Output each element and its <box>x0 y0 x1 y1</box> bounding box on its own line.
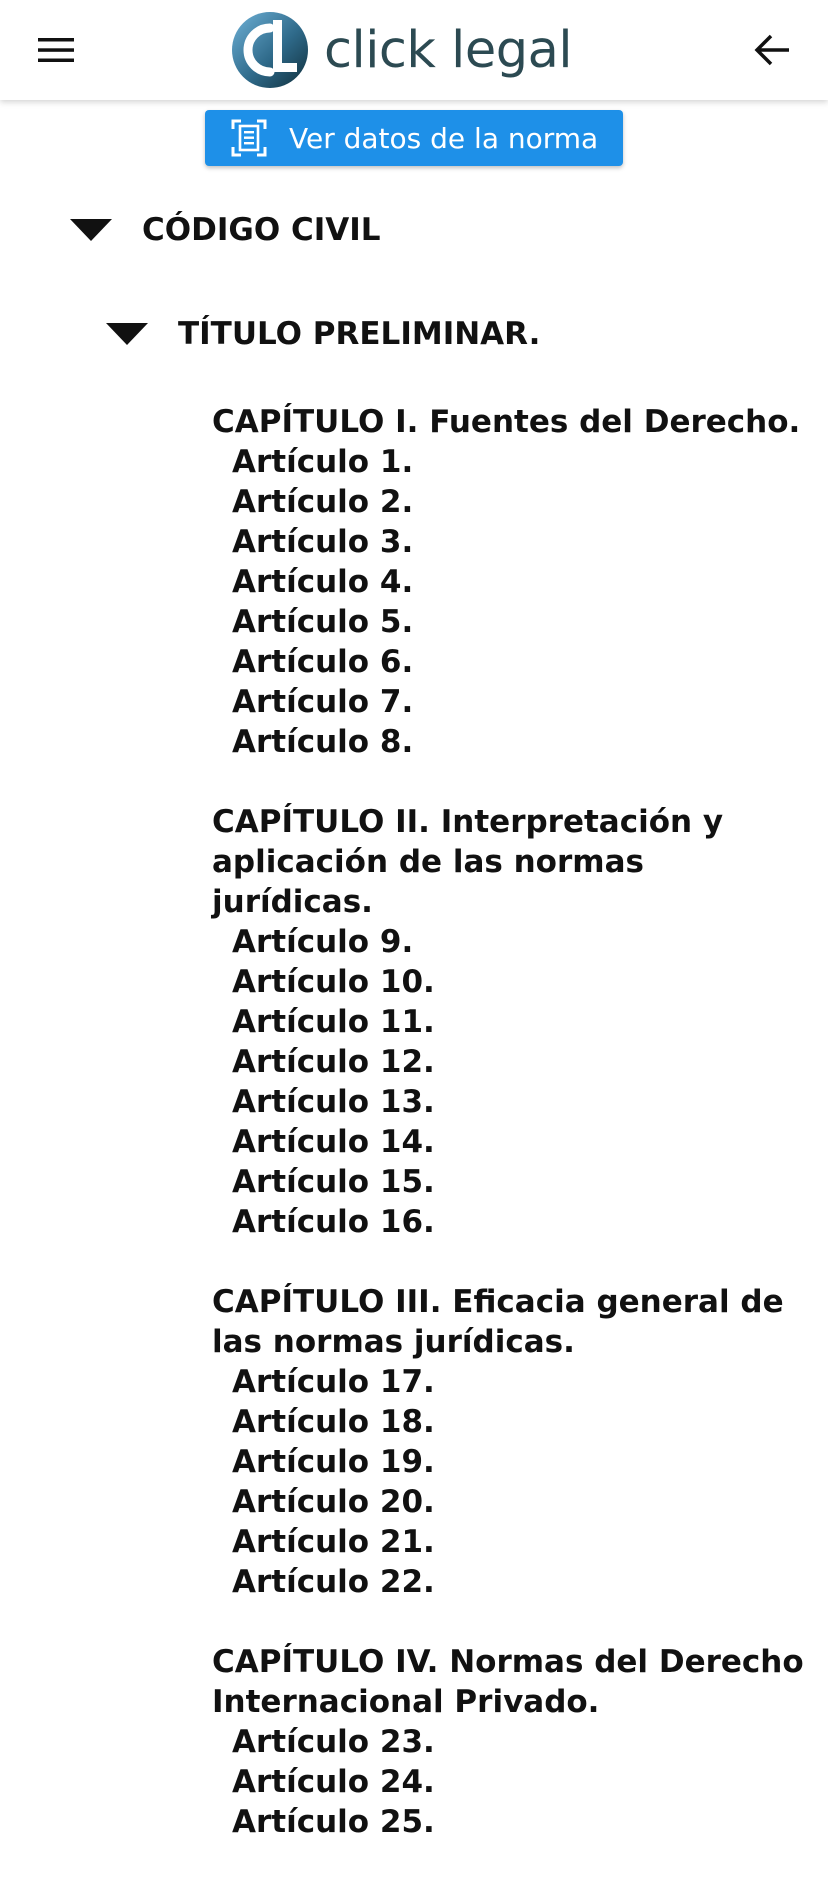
back-button[interactable] <box>742 26 802 74</box>
hamburger-icon <box>36 35 76 65</box>
view-norm-data-label: Ver datos de la norma <box>289 121 599 155</box>
article-link[interactable]: Artículo 22. <box>232 1564 435 1600</box>
tree-node-titulo-preliminar[interactable] <box>106 310 540 358</box>
article-link[interactable]: Artículo 1. <box>232 444 414 480</box>
article-link[interactable]: Artículo 2. <box>232 484 414 520</box>
chapter-title[interactable]: CAPÍTULO II. Interpretación y aplicación de las normas jurídicas. <box>212 804 724 920</box>
titulo-preliminar-label: TÍTULO PRELIMINAR. <box>178 316 541 352</box>
chapter-block <box>212 1642 812 1842</box>
document-scan-icon <box>229 118 269 158</box>
article-link[interactable]: Artículo 8. <box>232 724 414 760</box>
caret-down-icon <box>106 323 148 345</box>
article-link[interactable]: Artículo 13. <box>232 1084 435 1120</box>
article-link[interactable]: Artículo 12. <box>232 1044 435 1080</box>
tree-node-codigo-civil[interactable] <box>70 206 381 254</box>
chapter-title[interactable]: CAPÍTULO IV. Normas del Derecho Internacional Privado. <box>212 1644 804 1720</box>
arrow-left-icon <box>753 33 791 67</box>
view-norm-data-button[interactable] <box>205 110 623 166</box>
article-link[interactable]: Artículo 15. <box>232 1164 435 1200</box>
caret-down-icon <box>70 219 112 241</box>
article-link[interactable]: Artículo 21. <box>232 1524 435 1560</box>
article-link[interactable]: Artículo 14. <box>232 1124 435 1160</box>
article-link[interactable]: Artículo 24. <box>232 1764 435 1800</box>
article-link[interactable]: Artículo 5. <box>232 604 414 640</box>
article-link[interactable]: Artículo 4. <box>232 564 414 600</box>
article-link[interactable]: Artículo 16. <box>232 1204 435 1240</box>
article-link[interactable]: Artículo 11. <box>232 1004 435 1040</box>
article-link[interactable]: Artículo 18. <box>232 1404 435 1440</box>
chapter-block <box>212 1282 812 1602</box>
article-link[interactable]: Artículo 20. <box>232 1484 435 1520</box>
brand-name: click legal <box>324 20 573 80</box>
article-link[interactable]: Artículo 23. <box>232 1724 435 1760</box>
table-of-contents <box>212 402 812 1882</box>
article-link[interactable]: Artículo 25. <box>232 1804 435 1840</box>
article-link[interactable]: Artículo 19. <box>232 1444 435 1480</box>
app-bar <box>0 0 828 100</box>
article-link[interactable]: Artículo 7. <box>232 684 414 720</box>
article-link[interactable]: Artículo 6. <box>232 644 414 680</box>
chapter-block <box>212 802 812 1242</box>
article-link[interactable]: Artículo 3. <box>232 524 414 560</box>
brand-logo <box>230 8 572 92</box>
menu-button[interactable] <box>26 26 86 74</box>
chapter-block <box>212 402 812 762</box>
codigo-civil-label: CÓDIGO CIVIL <box>142 212 381 248</box>
logo-icon <box>230 10 310 90</box>
chapter-title[interactable]: CAPÍTULO III. Eficacia general de las normas jurídicas. <box>212 1284 784 1360</box>
article-link[interactable]: Artículo 17. <box>232 1364 435 1400</box>
article-link[interactable]: Artículo 10. <box>232 964 435 1000</box>
article-link[interactable]: Artículo 9. <box>232 924 414 960</box>
chapter-title[interactable]: CAPÍTULO I. Fuentes del Derecho. <box>212 404 801 440</box>
